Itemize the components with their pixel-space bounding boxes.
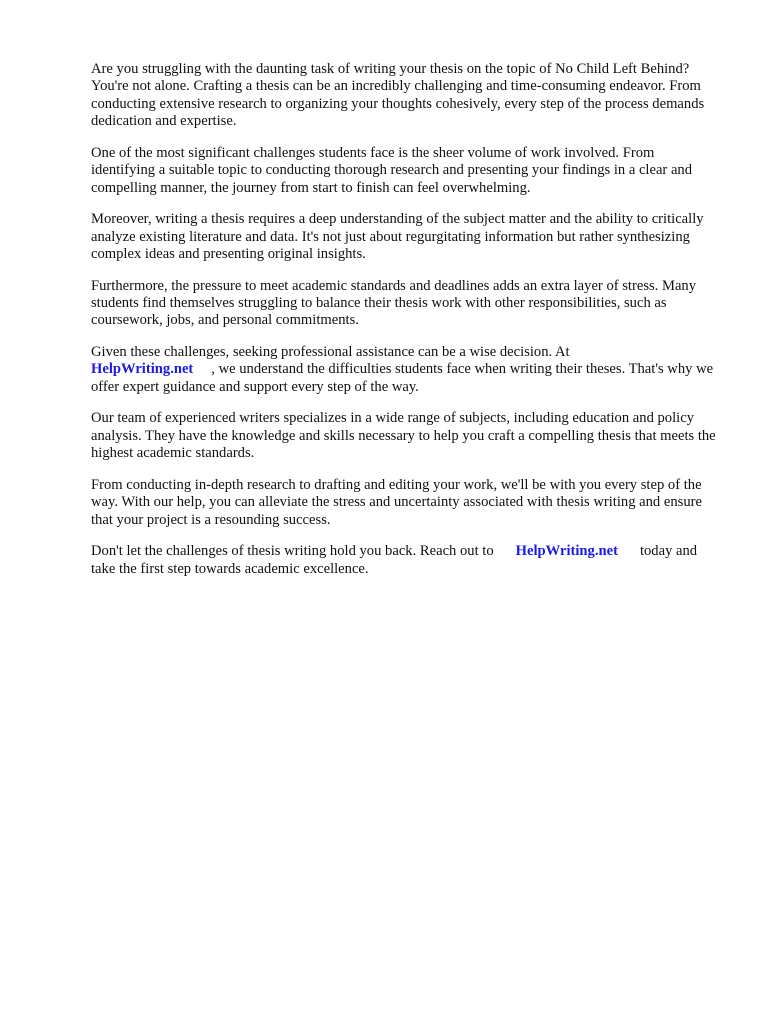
understanding-paragraph: Moreover, writing a thesis requires a deep understanding of the subject matter and the ability to critically analyze existing literature and data. It's not just about regurgitating information but rather synthesizing complex ideas and presenting original insights.	[91, 211, 704, 263]
closing-text-after: today and take the first step towards academic excellence.	[91, 543, 698, 577]
process-paragraph: From conducting in-depth research to drafting and editing your work, we'll be with you every step of the way. With our help, you can alleviate the stress and uncertainty associated with thesis writing and ensure that your project is a resounding success.	[91, 476, 702, 528]
intro-paragraph: Are you struggling with the daunting task of writing your thesis on the topic of No Child Left Behind? You're not alone. Crafting a thesis can be an incredibly challenging and time-consuming endeavor. From conducting extensive research to organizing your thoughts cohesively, every step of the process demands dedication and expertise.	[91, 61, 705, 130]
assistance-paragraph	[91, 344, 717, 396]
helpwriting-link[interactable]: HelpWriting.net	[91, 361, 194, 378]
closing-text-before: Don't let the challenges of thesis writing hold you back. Reach out to	[91, 543, 494, 560]
assistance-text-after: , we understand the difficulties students face when writing their theses. That's why we offer expert guidance and support every step of the way.	[91, 361, 714, 395]
assistance-text-before: Given these challenges, seeking professional assistance can be a wise decision. At	[91, 344, 570, 361]
challenges-paragraph: One of the most significant challenges students face is the sheer volume of work involved. From identifying a suitable topic to conducting thorough research and presenting your findings in a clear and compelling manner, the journey from start to finish can feel overwhelming.	[91, 144, 693, 196]
document-body	[91, 61, 717, 592]
helpwriting-link-closing[interactable]: HelpWriting.net	[515, 543, 618, 560]
closing-paragraph	[91, 543, 717, 578]
pressure-paragraph: Furthermore, the pressure to meet academic standards and deadlines adds an extra layer of stress. Many students find themselves struggling to balance their thesis work with other responsibilities, such as coursework, jobs, and personal commitments.	[91, 277, 697, 329]
team-paragraph: Our team of experienced writers specializes in a wide range of subjects, including education and policy analysis. They have the knowledge and skills necessary to help you craft a compelling thesis that meets the highest academic standards.	[91, 410, 716, 462]
